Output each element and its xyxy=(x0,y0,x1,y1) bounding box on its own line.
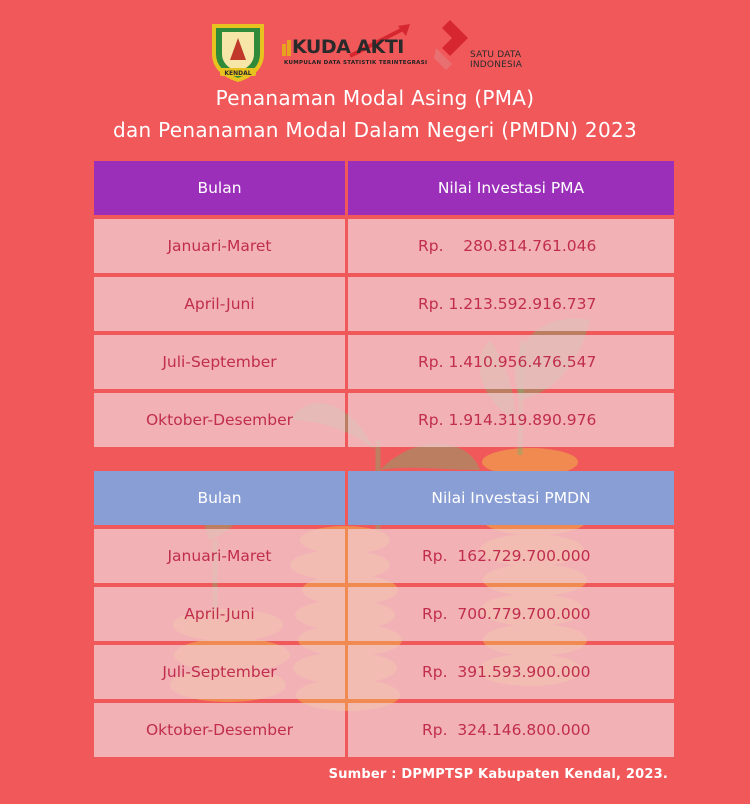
table-row xyxy=(94,219,674,273)
kuda-akti-logo xyxy=(280,22,430,72)
period-cell: Oktober-Desember xyxy=(94,703,345,757)
value-cell: Rp. 162.729.700.000 xyxy=(348,529,674,583)
value-cell: Rp. 324.146.800.000 xyxy=(348,703,674,757)
pmdn-header-bulan: Bulan xyxy=(94,471,345,525)
period-cell: Juli-September xyxy=(94,645,345,699)
page-title-line1: Penanaman Modal Asing (PMA) xyxy=(215,86,535,110)
pma-header-nilai: Nilai Investasi PMA xyxy=(348,161,674,215)
kendal-label: KENDAL xyxy=(224,70,252,77)
page-title-line2: dan Penanaman Modal Dalam Negeri (PMDN) 2023 xyxy=(112,118,638,142)
logo-bar xyxy=(0,18,750,82)
value-cell: Rp. 1.213.592.916.737 xyxy=(348,277,674,331)
table-row xyxy=(94,529,674,583)
table-row xyxy=(94,335,674,389)
value-cell: Rp. 1.410.956.476.547 xyxy=(348,335,674,389)
table-row xyxy=(94,277,674,331)
satu-data-mark-icon xyxy=(432,18,472,74)
pma-header-row xyxy=(94,161,674,215)
pmdn-header-row xyxy=(94,471,674,525)
satu-data-line2: INDONESIA xyxy=(470,60,523,70)
satu-data-text xyxy=(470,50,522,70)
period-cell: Juli-September xyxy=(94,335,345,389)
period-cell: Januari-Maret xyxy=(94,529,345,583)
value-cell: Rp. 700.779.700.000 xyxy=(348,587,674,641)
table-row xyxy=(94,393,674,447)
period-cell: April-Juni xyxy=(94,277,345,331)
value-cell: Rp. 280.814.761.046 xyxy=(348,219,674,273)
table-row xyxy=(94,645,674,699)
period-cell: Oktober-Desember xyxy=(94,393,345,447)
kendal-crest-icon xyxy=(208,20,268,82)
kuda-title: KUDA AKTI xyxy=(292,36,404,58)
source-note: Sumber : DPMPTSP Kabupaten Kendal, 2023. xyxy=(328,767,668,782)
kuda-subtitle: KUMPULAN DATA STATISTIK TERINTEGRASI xyxy=(284,60,428,66)
pmdn-table xyxy=(94,471,674,761)
table-row xyxy=(94,587,674,641)
satu-data-line1: SATU DATA xyxy=(470,50,522,60)
period-cell: April-Juni xyxy=(94,587,345,641)
value-cell: Rp. 391.593.900.000 xyxy=(348,645,674,699)
pma-table xyxy=(94,161,674,451)
period-cell: Januari-Maret xyxy=(94,219,345,273)
value-cell: Rp. 1.914.319.890.976 xyxy=(348,393,674,447)
pma-header-bulan: Bulan xyxy=(94,161,345,215)
table-row xyxy=(94,703,674,757)
satu-data-logo xyxy=(432,18,542,78)
pmdn-header-nilai: Nilai Investasi PMDN xyxy=(348,471,674,525)
